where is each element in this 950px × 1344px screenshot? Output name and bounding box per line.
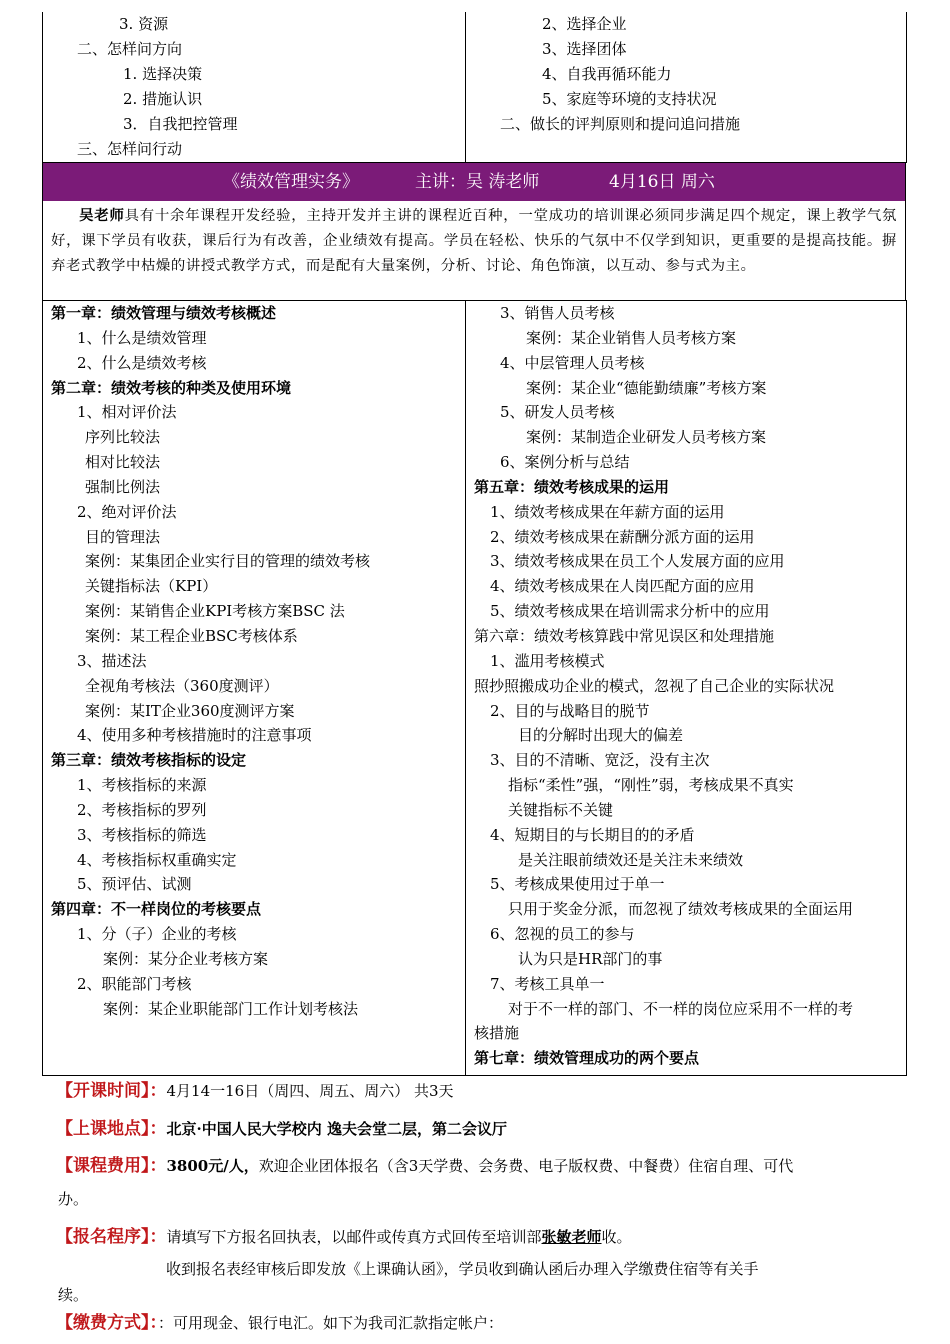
outline-item: 4、绩效考核成果在人岗匹配方面的应用 xyxy=(490,577,755,596)
outline-item: 案例：某销售企业KPI考核方案BSC 法 xyxy=(85,602,345,621)
outline-item: 序列比较法 xyxy=(85,428,161,447)
outline-item: 是关注眼前绩效还是关注未来绩效 xyxy=(518,850,744,869)
outline-item: 4、自我再循环能力 xyxy=(542,65,672,83)
outline-item: 案例：某企业职能部门工作计划考核法 xyxy=(103,999,359,1018)
outline-item: 案例：某工程企业BSC考核体系 xyxy=(85,626,298,645)
outline-item: 第六章：绩效考核算践中常见误区和处理措施 xyxy=(474,626,775,645)
outline-item: 二、怎样问方向 xyxy=(77,40,183,58)
outline-item: 3、销售人员考核 xyxy=(500,304,615,322)
outline-item: 核措施 xyxy=(474,1024,520,1043)
course-fee-row xyxy=(56,1151,793,1176)
outline-item: 3、描述法 xyxy=(77,651,147,670)
outline-item: 关键指标不关键 xyxy=(508,800,614,819)
outline-item: 4、中层管理人员考核 xyxy=(500,353,645,372)
outline-item: 2、绩效考核成果在薪酬分派方面的运用 xyxy=(490,527,755,546)
outline-item: 5、研发人员考核 xyxy=(500,403,615,422)
chapter-heading: 第二章：绩效考核的种类及使用环境 xyxy=(51,378,292,397)
registration-contact: 张敏老师 xyxy=(541,1228,602,1246)
course-title: 《绩效管理实务》 xyxy=(223,172,359,192)
outline-item: 二、做长的评判原则和提问追问措施 xyxy=(500,115,741,133)
course-time-row xyxy=(56,1076,454,1101)
outline-item: 对于不一样的部门、不一样的岗位应采用不一样的考 xyxy=(508,999,854,1018)
top-left-cell xyxy=(43,12,466,163)
payment-label: 【缴费方式】： xyxy=(56,1313,158,1333)
outline-item: 2、职能部门考核 xyxy=(77,974,192,993)
outline-item: 1、分（子）企业的考核 xyxy=(77,925,237,944)
outline-item: 案例：某集团企业实行目的管理的绩效考核 xyxy=(85,552,371,571)
outline-item: 4、短期目的与长期目的的矛盾 xyxy=(490,825,695,844)
registration-row xyxy=(56,1222,632,1247)
course-outline-table xyxy=(42,300,907,1076)
outline-right-cell xyxy=(466,301,907,1076)
outline-item: 1、滥用考核模式 xyxy=(490,651,605,670)
outline-item: 3、考核指标的筛选 xyxy=(77,825,207,844)
outline-item: 5、预评估、试测 xyxy=(77,875,192,894)
outline-left-list xyxy=(51,301,465,1021)
outline-item: 3．自我把控管理 xyxy=(123,115,238,133)
outline-item: 强制比例法 xyxy=(85,477,161,496)
outline-item: 5、家庭等环境的支持状况 xyxy=(542,90,717,108)
registration-line2: 收到报名表经审核后即发放《上课确认函》，学员收到确认函后办理入学缴费住宿等有关手 xyxy=(166,1260,759,1278)
outline-right-list xyxy=(474,301,906,1071)
outline-item: 3、绩效考核成果在员工个人发展方面的应用 xyxy=(490,552,785,571)
course-place-value: 北京·中国人民大学校内 逸夫会堂二层，第二会议厅 xyxy=(166,1120,507,1138)
chapter-heading: 第四章：不一样岗位的考核要点 xyxy=(51,900,262,919)
chapter-heading: 第五章：绩效考核成果的运用 xyxy=(474,477,670,496)
outline-item: 只用于奖金分派，而忽视了绩效考核成果的全面运用 xyxy=(508,900,854,919)
outline-left-cell xyxy=(43,301,466,1076)
course-time-label: 【开课时间】： xyxy=(56,1081,167,1101)
chapter-heading: 第七章：绩效管理成功的两个要点 xyxy=(474,1049,700,1068)
chapter-heading: 第一章：绩效管理与绩效考核概述 xyxy=(51,304,277,322)
outline-item: 1、考核指标的来源 xyxy=(77,776,207,795)
outline-item: 目的管理法 xyxy=(85,527,161,546)
chapter-heading: 第三章：绩效考核指标的设定 xyxy=(51,751,247,770)
top-right-list xyxy=(466,12,906,137)
course-place-label: 【上课地点】： xyxy=(56,1119,167,1139)
outline-item: 相对比较法 xyxy=(85,453,161,472)
outline-item: 2. 措施认识 xyxy=(123,90,203,108)
outline-item: 案例：某企业销售人员考核方案 xyxy=(526,328,737,347)
top-right-cell xyxy=(466,12,907,163)
outline-item: 6、忽视的员工的参与 xyxy=(490,925,635,944)
outline-item: 3. 资源 xyxy=(119,15,169,33)
outline-item: 5、绩效考核成果在培训需求分析中的应用 xyxy=(490,602,770,621)
outline-item: 2、考核指标的罗列 xyxy=(77,800,207,819)
course-fee-cont: 办。 xyxy=(58,1190,89,1208)
outline-item: 2、目的与战略目的脱节 xyxy=(490,701,650,720)
lecturer-intro xyxy=(42,201,906,301)
course-fee-amount: 3800元/人， xyxy=(166,1157,259,1175)
outline-item: 案例：某制造企业研发人员考核方案 xyxy=(526,428,767,447)
outline-item: 指标“柔性”强，“刚性”弱，考核成果不真实 xyxy=(508,776,794,795)
outline-item: 4、使用多种考核措施时的注意事项 xyxy=(77,726,312,745)
outline-item: 案例：某企业“德能勤绩廉”考核方案 xyxy=(526,378,767,397)
outline-item: 案例：某IT企业360度测评方案 xyxy=(85,701,295,720)
outline-item: 1、相对评价法 xyxy=(77,403,177,422)
payment-value: ：可用现金、银行电汇。如下为我司汇款指定帐户： xyxy=(158,1314,504,1332)
outline-item: 案例：某分企业考核方案 xyxy=(103,949,269,968)
outline-item: 认为只是HR部门的事 xyxy=(518,949,663,968)
outline-item: 3、目的不清晰、宽泛，没有主次 xyxy=(490,751,710,770)
outline-item: 2、什么是绩效考核 xyxy=(77,353,207,372)
outline-item: 2、选择企业 xyxy=(542,15,627,33)
outline-item: 目的分解时出现大的偏差 xyxy=(518,726,684,745)
registration-label: 【报名程序】： xyxy=(56,1227,167,1247)
registration-value: 请填写下方报名回执表，以邮件或传真方式回传至培训部 xyxy=(166,1228,542,1246)
registration-line3: 续。 xyxy=(58,1286,89,1304)
registration-end: 收。 xyxy=(601,1228,632,1246)
outline-item: 3、选择团体 xyxy=(542,40,627,58)
course-date: 4月16日 周六 xyxy=(609,172,715,192)
course-fee-value: 欢迎企业团体报名（含3天学费、会务费、电子版权费、中餐费）住宿自理、可代 xyxy=(258,1157,794,1175)
top-outline-table xyxy=(42,12,907,163)
outline-item: 7、考核工具单一 xyxy=(490,974,605,993)
course-time-value: 4月14一16日（周四、周五、周六） 共3天 xyxy=(166,1082,454,1100)
outline-item: 三、怎样问行动 xyxy=(77,140,183,158)
top-left-list xyxy=(43,12,465,162)
outline-item: 1、什么是绩效管理 xyxy=(77,328,207,347)
course-place-row xyxy=(56,1114,507,1139)
outline-item: 关键指标法（KPI） xyxy=(85,577,218,596)
outline-item: 1. 选择决策 xyxy=(123,65,203,83)
outline-item: 4、考核指标权重确实定 xyxy=(77,850,237,869)
course-lecturer: 主讲：吴 涛老师 xyxy=(415,172,540,192)
outline-item: 5、考核成果使用过于单一 xyxy=(490,875,665,894)
outline-item: 1、绩效考核成果在年薪方面的运用 xyxy=(490,502,725,521)
outline-item: 全视角考核法（360度测评） xyxy=(85,676,279,695)
lecturer-intro-text: 具有十余年课程开发经验，主持开发并主讲的课程近百种，一堂成功的培训课必须同步满足四个规定，课上教学气氛好，课下学员有收获，课后行为有改善，企业绩效有提高。学员在轻松、快乐的气氛中不仅学到知识，更重要的是提高技能。摒弃老式教学中枯燥的讲授式教学方式，而是配有大量案例，分析、讨论、角色饰演，以互动、参与式为主。 xyxy=(51,208,897,274)
outline-item: 2、绝对评价法 xyxy=(77,502,177,521)
course-banner xyxy=(42,163,906,201)
course-fee-label: 【课程费用】： xyxy=(56,1156,167,1176)
outline-item: 6、案例分析与总结 xyxy=(500,453,630,472)
lecturer-name: 吴老师 xyxy=(79,207,125,224)
outline-item: 照抄照搬成功企业的模式，忽视了自己企业的实际状况 xyxy=(474,676,835,695)
payment-row xyxy=(56,1308,503,1333)
